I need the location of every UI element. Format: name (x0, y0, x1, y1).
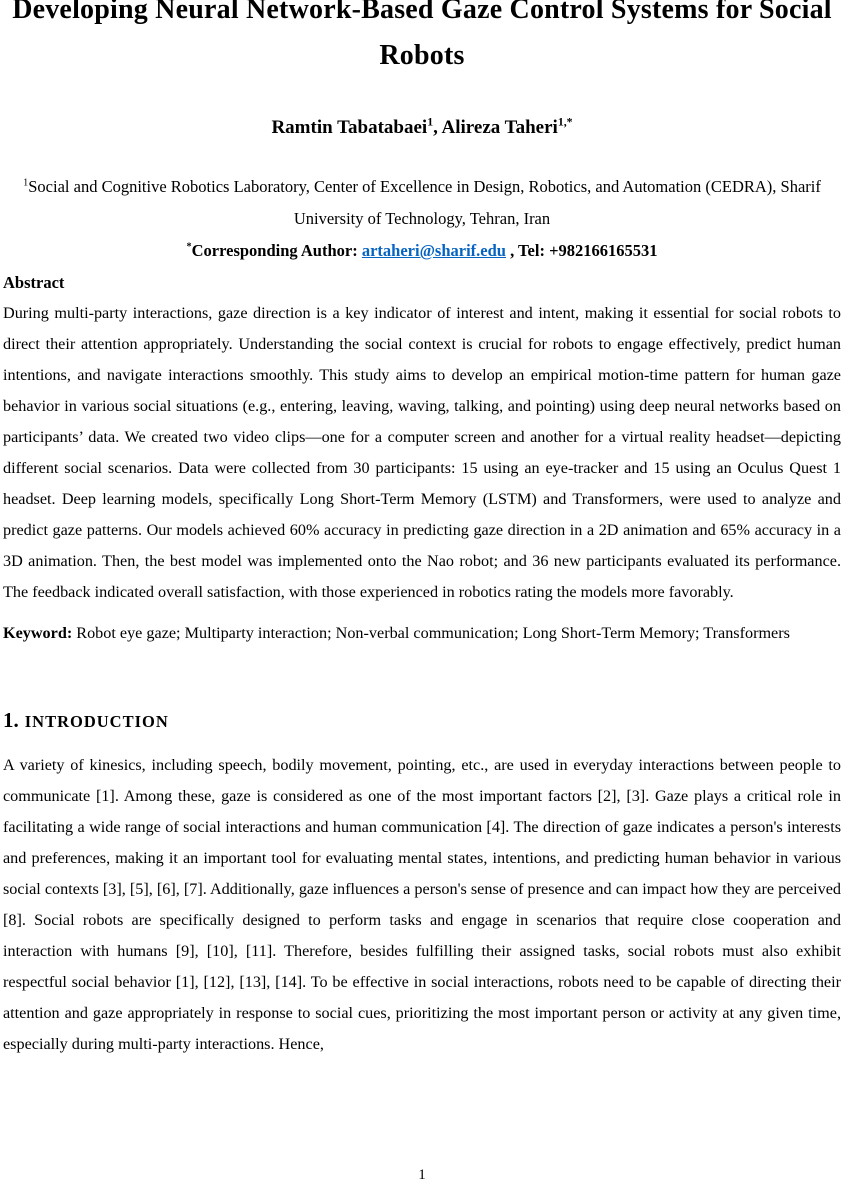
author-1-superscript: 1 (427, 115, 434, 129)
corresponding-superscript: * (186, 241, 192, 253)
section-1-title: INTRODUCTION (24, 712, 169, 731)
keywords-list: Robot eye gaze; Multiparty interaction; Non-verbal communication; Long Short-Term Memory; Transformers (72, 624, 790, 642)
corresponding-author-line (3, 235, 841, 267)
telephone-text: , Tel: +982166165531 (505, 241, 658, 260)
affiliation-text: Social and Cognitive Robotics Laboratory, Center of Excellence in Design, Robotics, and Automation (CEDRA), Sharif University of Technology, Tehran, Iran (28, 177, 821, 228)
keywords-label: Keyword: (3, 624, 73, 642)
introduction-paragraph: A variety of kinesics, including speech, bodily movement, pointing, etc., are used in everyday interactions between people to communicate [1]. Among these, gaze is considered as one of the most important factors [2], [3]. Gaze plays a critical role in facilitating a wide range of social interactions and human communication [4]. The direction of gaze indicates a person's interests and preferences, making it an important tool for evaluating mental states, intentions, and predicting human behavior in various social contexts [3], [5], [6], [7]. Additionally, gaze influences a person's sense of presence and can impact how they are perceived [8]. Social robots are specifically designed to perform tasks and engage in scenarios that require close cooperation and interaction with humans [9], [10], [11]. Therefore, besides fulfilling their assigned tasks, social robots must also exhibit respectful social behavior [1], [12], [13], [14]. To be effective in social interactions, robots need to be capable of directing their attention and gaze appropriately in response to social cues, prioritizing the most important person or activity at any given time, especially during multi-party interactions. Hence, (3, 756, 841, 1053)
author-1: Ramtin Tabatabaei (271, 117, 428, 138)
abstract-paragraph: During multi-party interactions, gaze direction is a key indicator of interest and intent, making it essential for social robots to direct their attention appropriately. Understanding the social context is crucial for robots to engage effectively, predict human intentions, and navigate interactions smoothly. This study aims to develop an empirical motion-time pattern for human gaze behavior in various social situations (e.g., entering, leaving, waving, talking, and pointing) using deep neural networks based on participants’ data. We created two video clips—one for a computer screen and another for a virtual reality headset—depicting different social scenarios. Data were collected from 30 participants: 15 using an eye-tracker and 15 using an Oculus Quest 1 headset. Deep learning models, specifically Long Short-Term Memory (LSTM) and Transformers, were used to analyze and predict gaze patterns. Our models achieved 60% accuracy in predicting gaze direction in a 2D animation and 65% accuracy in a 3D animation. Then, the best model was implemented onto the Nao robot; and 36 new participants evaluated its performance. The feedback indicated overall satisfaction, with those experienced in robotics rating the models more favorably. (3, 304, 841, 601)
page-number: 1 (418, 1167, 426, 1183)
author-2: Alireza Taheri (441, 117, 558, 138)
author-2-superscript: 1,* (557, 115, 573, 129)
abstract-heading: Abstract (3, 273, 65, 292)
email-link[interactable]: artaheri@sharif.edu (361, 241, 506, 260)
authors-separator: , (433, 117, 442, 138)
title-line-1: Developing Neural Network-Based Gaze Control Systems for Social (12, 0, 832, 25)
paper-title (3, 0, 841, 79)
title-line-2: Robots (379, 40, 465, 71)
keywords-paragraph (3, 618, 841, 649)
section-1-number: 1. (3, 708, 19, 732)
affiliation-superscript: 1 (23, 177, 29, 189)
affiliation-block (3, 171, 841, 267)
section-1-heading (3, 707, 841, 735)
affiliation-line (3, 171, 841, 235)
authors-line (3, 117, 841, 139)
corresponding-label: Corresponding Author: (191, 241, 362, 260)
